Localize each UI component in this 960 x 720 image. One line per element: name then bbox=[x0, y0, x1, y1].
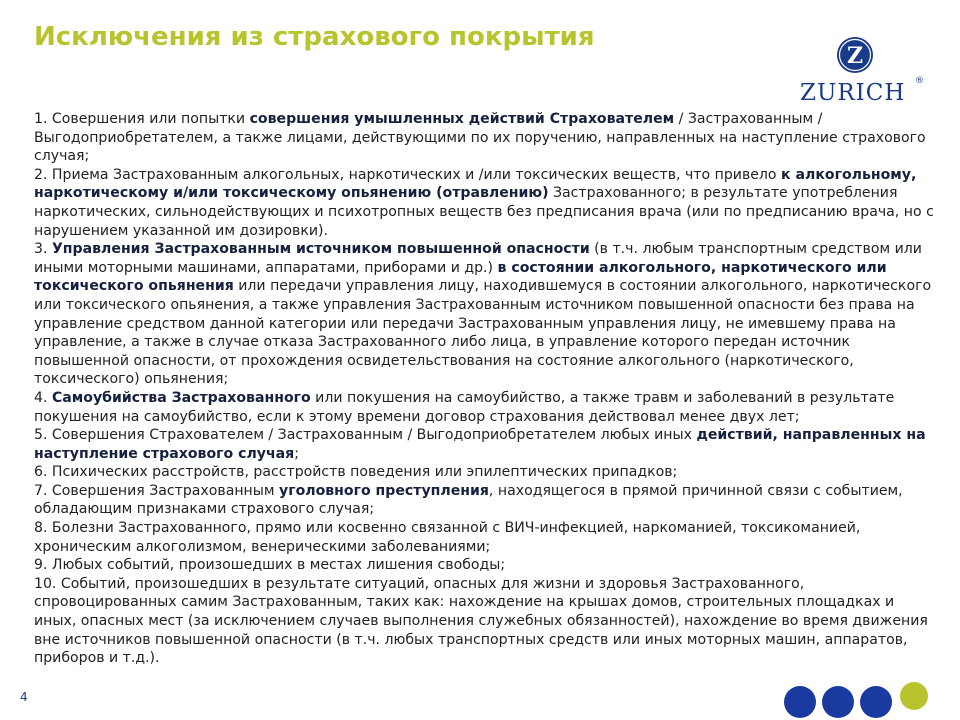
exclusion-item bbox=[34, 482, 934, 519]
emphasis-text: действий, направленных на наступление страхового случая bbox=[34, 427, 926, 462]
item-text: или передачи управления лицу, находившемуся в состоянии алкогольного, наркотического или токсического опьянения, а также управления Застрахованным источником повышенной опасности без права на управление средством данной категории или передачи Застрахованным управления лицу, не имевшему права на управление, а также в случае отказа Застрахованного либо лица, в управление которого передан источник повышенной опасности, от прохождения освидетельствования на состояние алкогольного (наркотического, токсического) опьянения; bbox=[34, 278, 932, 388]
item-text: 10. Событий, произошедших в результате ситуаций, опасных для жизни и здоровья Застрахованного, спровоцированных самим Застрахованным, таких как: нахождение на крышах домов, строительных площадках и иных, опасных мест (за исключением случаев выполнения служебных обязанностей), нахождение во время движения вне источников повышенной опасности (в т.ч. любых транспортных средств или иных моторных машин, аппаратов, приборов и т.д.). bbox=[34, 575, 928, 667]
item-text: 1. Совершения или попытки bbox=[34, 111, 250, 127]
item-text: 2. Приема Застрахованным алкогольных, наркотических и /или токсических веществ, что привело bbox=[34, 166, 782, 183]
dot-yellow bbox=[900, 682, 928, 710]
dot-blue-3 bbox=[860, 686, 892, 718]
page-number: 4 bbox=[20, 690, 28, 704]
item-text: 3. bbox=[34, 241, 52, 258]
item-text: (в т.ч. любым транспортным средством или иными моторными машинами, аппаратами, приборами и др.) bbox=[34, 241, 922, 276]
exclusions-list bbox=[34, 110, 934, 668]
emphasis-text: Самоубийства Застрахованного bbox=[51, 389, 311, 406]
logo-wordmark: ZURICH bbox=[800, 80, 906, 106]
dot-blue-2 bbox=[822, 686, 854, 718]
item-text: ; bbox=[294, 445, 299, 462]
item-text: 6. Психических расстройств, расстройств поведения или эпилептических припадков; bbox=[34, 464, 678, 481]
emphasis-text: Управления Застрахованным источником повышенной опасности bbox=[51, 241, 590, 258]
decorative-dots bbox=[780, 676, 960, 720]
zurich-z-icon bbox=[836, 36, 874, 74]
registered-mark: ® bbox=[915, 76, 924, 86]
emphasis-text: совершения умышленных действий Страхователем bbox=[249, 111, 675, 127]
exclusion-item bbox=[34, 519, 934, 556]
page-title: Исключения из страхового покрытия bbox=[34, 22, 595, 52]
exclusion-item bbox=[34, 110, 934, 166]
emphasis-text: к алкогольному, наркотическому и/или токсическому опьянению (отравлению) bbox=[34, 166, 917, 202]
emphasis-text: уголовного преступления bbox=[279, 482, 489, 499]
item-text: 4. bbox=[34, 389, 52, 406]
dot-blue-1 bbox=[784, 686, 816, 718]
exclusion-item bbox=[34, 166, 934, 240]
emphasis-text: в состоянии алкогольного, наркотического или токсического опьянения bbox=[34, 259, 887, 295]
item-text: или покушения на самоубийство, а также травм и заболеваний в результате покушения на самоубийство, если к этому времени договор страхования действовал менее двух лет; bbox=[34, 389, 895, 425]
exclusion-item bbox=[34, 556, 934, 575]
exclusion-item bbox=[34, 575, 934, 668]
logo-mark-letter: Z bbox=[846, 43, 864, 69]
exclusion-item bbox=[34, 426, 934, 463]
zurich-logo bbox=[800, 36, 924, 112]
item-text: / Застрахованным / Выгодоприобретателем, а также лицами, действующими по их поручению, направленных на наступление страхового случая; bbox=[34, 111, 926, 165]
item-text: 8. Болезни Застрахованного, прямо или косвенно связанной с ВИЧ-инфекцией, наркоманией, токсикоманией, хроническим алкоголизмом, венерическими заболеваниями; bbox=[34, 520, 861, 555]
exclusion-item bbox=[34, 240, 934, 389]
item-text: , находящегося в прямой причинной связи с событием, обладающим признаками страхового случая; bbox=[34, 482, 903, 518]
exclusion-item bbox=[34, 463, 934, 482]
item-text: 9. Любых событий, произошедших в местах лишения свободы; bbox=[34, 557, 506, 574]
item-text: Застрахованного; в результате употребления наркотических, сильнодействующих и психотропных веществ без предписания врача (или по предписанию врача, но с нарушением указанной им дозировки). bbox=[34, 185, 934, 239]
item-text: 7. Совершения Застрахованным bbox=[34, 482, 280, 499]
item-text: 5. Совершения Страхователем / Застрахованным / Выгодоприобретателем любых иных bbox=[34, 427, 697, 444]
exclusion-item bbox=[34, 389, 934, 426]
